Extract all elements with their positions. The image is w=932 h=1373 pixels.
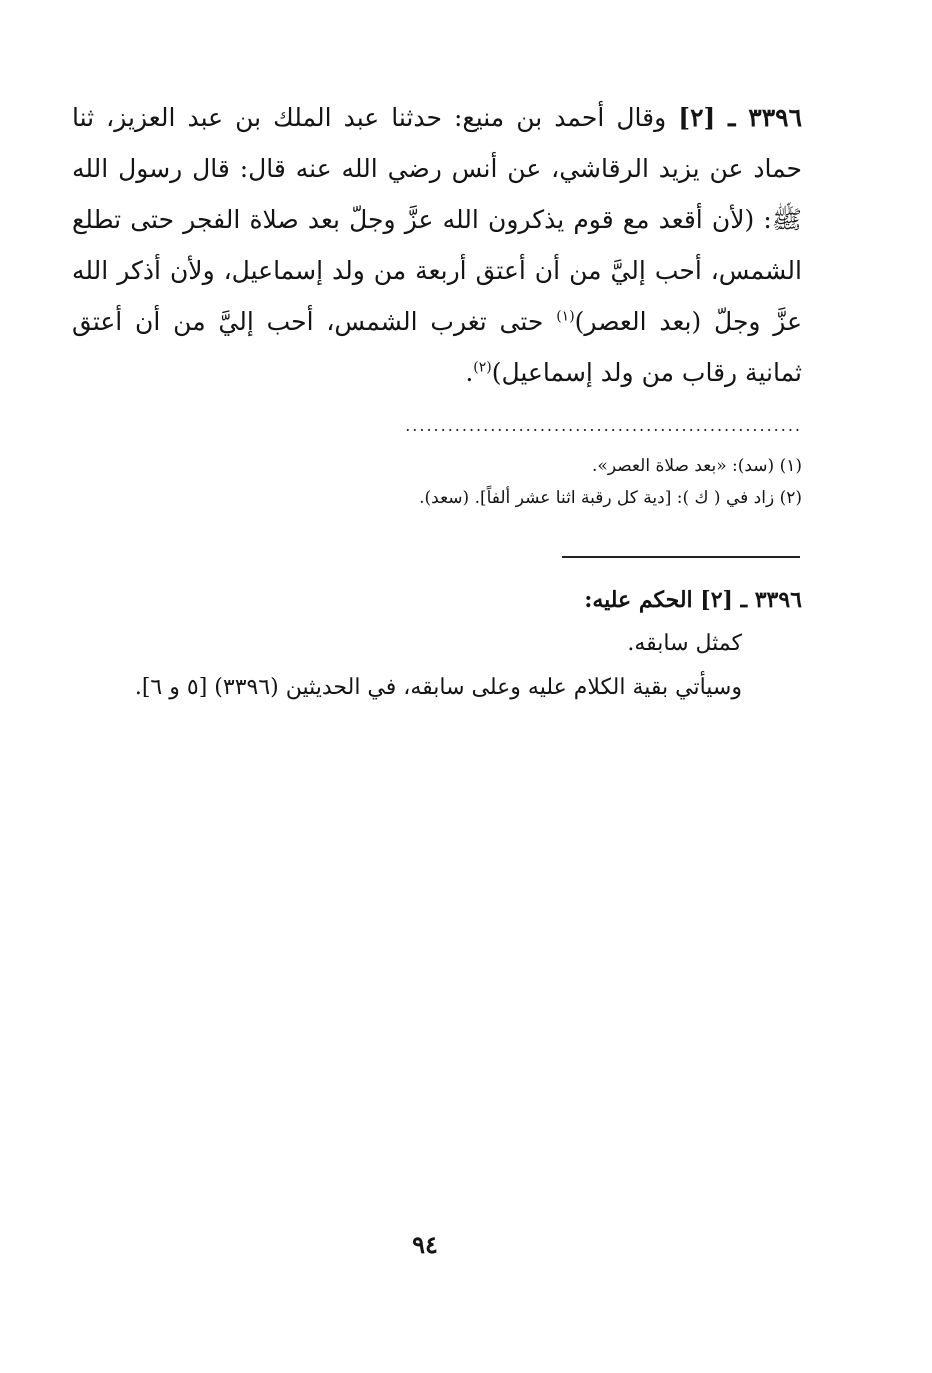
footnote-1: (١) (سد): «بعد صلاة العصر». bbox=[592, 456, 802, 476]
footnote-ref-1: (١) bbox=[556, 308, 575, 325]
section-separator bbox=[562, 556, 800, 558]
ruling-heading: ٣٣٩٦ ـ [٢] الحكم عليه: bbox=[584, 587, 802, 613]
hadith-text bbox=[72, 92, 802, 398]
hadith-number: ٣٣٩٦ ـ [٢] bbox=[678, 103, 803, 132]
hadith-body-part2: حتى تغرب الشمس، أحب إليَّ من أن أعتق ثمانية رقاب من ولد إسماعيل) bbox=[72, 307, 802, 387]
ruling-line-1: كمثل سابقه. bbox=[627, 631, 742, 656]
footnote-2: (٢) زاد في ( ك ): [دية كل رقبة اثنا عشر ألفاً]. (سعد). bbox=[419, 488, 802, 508]
ruling-section bbox=[122, 578, 802, 710]
hadith-body-end: . bbox=[465, 358, 474, 387]
hadith-body-part1: وقال أحمد بن منيع: حدثنا عبد الملك بن عبد العزيز، ثنا حماد عن يزيد الرقاشي، عن أنس رضي الله عنه قال: قال رسول الله ﷺ: (لأن أقعد مع قوم يذكرون الله عزَّ وجلّ بعد صلاة الفجر حتى تطلع الشمس، أحب إليَّ من أن أعتق أربعة من ولد إسماعيل، ولأن أذكر الله عزَّ وجلّ (بعد العصر) bbox=[72, 103, 803, 336]
footnote-ref-2: (٢) bbox=[473, 359, 492, 376]
ruling-line-2: وسيأتي بقية الكلام عليه وعلى سابقه، في الحديثين (٣٣٩٦) [٥ و ٦]. bbox=[134, 675, 742, 700]
footnote-dotted-rule: ........................................................ bbox=[405, 416, 802, 435]
page-number: ٩٤ bbox=[412, 1230, 438, 1259]
footnotes bbox=[202, 450, 802, 514]
